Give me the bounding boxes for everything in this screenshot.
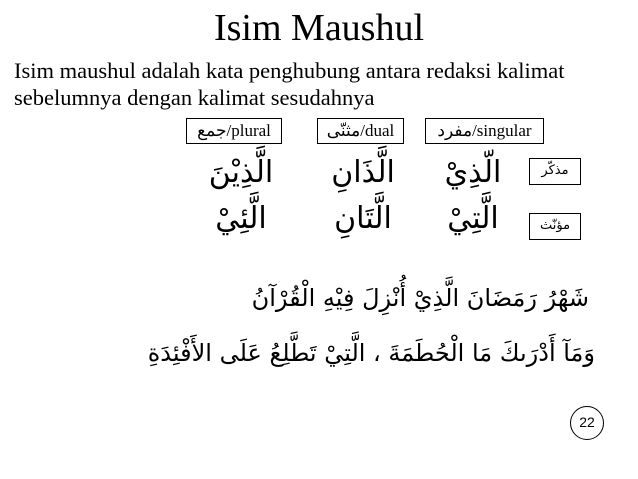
label-masculine: مذكّر: [529, 158, 581, 185]
cell-feminine-plural: الَّئِيْ: [215, 201, 267, 236]
header-plural: جمع/plural: [186, 118, 282, 144]
description-line-1: Isim maushul adalah kata penghubung antara redaksi kalimat: [14, 58, 565, 83]
cell-feminine-dual: الَّتَانِ: [334, 201, 392, 236]
label-feminine: مؤنّث: [529, 213, 581, 240]
slide-title: Isim Maushul: [213, 7, 425, 49]
description: [14, 57, 630, 111]
page-number-badge: 22: [570, 406, 604, 440]
header-singular: مفرد/singular: [425, 118, 544, 144]
cell-feminine-singular: الَّتِيْ: [447, 201, 499, 236]
example-verse-1: شَهْرُ رَمَضَانَ الَّذِيْ أُنْزِلَ فِيْهِ الْقُرْآنُ: [251, 284, 589, 312]
header-dual: مثنّى/dual: [317, 118, 404, 144]
cell-masculine-plural: الَّذِيْنَ: [208, 155, 274, 190]
cell-masculine-singular: الّذِيْ: [444, 155, 502, 190]
cell-masculine-dual: الَّذَانِ: [331, 155, 395, 190]
example-verse-2: وَمَآ أَدْرَىكَ مَا الْحُطَمَةَ ، الَّتِيْ تَطَّلِعُ عَلَى الأَفْئِدَةِ: [147, 339, 595, 367]
description-line-2: sebelumnya dengan kalimat sesudahnya: [14, 85, 375, 110]
